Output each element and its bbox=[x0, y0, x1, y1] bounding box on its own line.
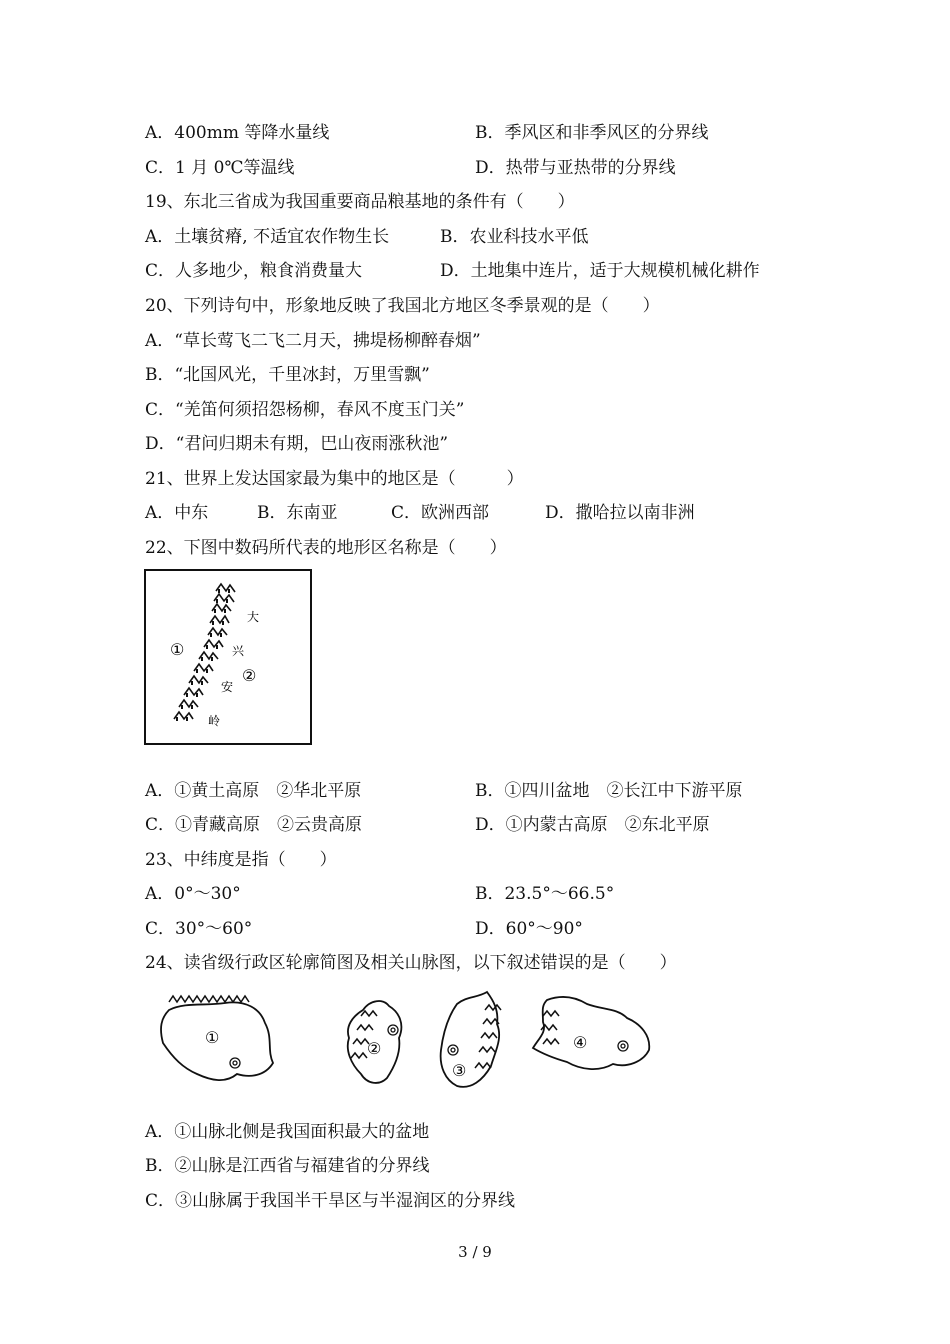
q19-option-c: C．人多地少，粮食消费量大 bbox=[145, 261, 363, 281]
province-outline-4 bbox=[533, 997, 649, 1069]
q22-map-figure bbox=[144, 569, 312, 745]
q22-stem: 22、下图中数码所代表的地形区名称是（ ） bbox=[145, 538, 507, 558]
q19-option-d: D．土地集中连片，适于大规模机械化耕作 bbox=[440, 261, 760, 281]
q18-option-d: D．热带与亚热带的分界线 bbox=[475, 158, 676, 178]
q20-stem: 20、下列诗句中，形象地反映了我国北方地区冬季景观的是（ ） bbox=[145, 296, 660, 316]
q19-option-a: A．土壤贫瘠, 不适宜农作物生长 bbox=[145, 227, 390, 247]
q23-option-d: D．60°～90° bbox=[475, 919, 583, 939]
q22-option-a: A．①黄土高原 ②华北平原 bbox=[145, 781, 362, 801]
q20-option-c: C．“羌笛何须招怨杨柳，春风不度玉门关” bbox=[145, 400, 465, 420]
q24-option-a: A．①山脉北侧是我国面积最大的盆地 bbox=[145, 1122, 430, 1142]
q22-option-c: C．①青藏高原 ②云贵高原 bbox=[145, 815, 363, 835]
q19-stem: 19、东北三省成为我国重要商品粮基地的条件有（ ） bbox=[145, 192, 575, 212]
range-name-char: 安 bbox=[221, 680, 234, 694]
q24-province-maps bbox=[155, 988, 665, 1098]
range-name-char: 岭 bbox=[208, 714, 221, 728]
q21-option-c: C．欧洲西部 bbox=[391, 503, 490, 523]
q23-option-b: B．23.5°～66.5° bbox=[475, 884, 615, 904]
region-label-1: ① bbox=[170, 640, 185, 659]
map-label-3: ③ bbox=[452, 1061, 467, 1080]
q19-options-ab bbox=[145, 226, 589, 248]
q24-option-c: C．③山脉属于我国半干旱区与半湿润区的分界线 bbox=[145, 1191, 516, 1211]
mountain-symbols bbox=[169, 996, 559, 1068]
q19-options-cd bbox=[145, 260, 760, 282]
q18-option-a: A．400mm 等降水量线 bbox=[145, 123, 330, 143]
daxinganling-map bbox=[144, 569, 312, 745]
q18-option-c: C．1 月 0℃等温线 bbox=[145, 158, 295, 178]
range-name-char: 大 bbox=[247, 610, 260, 624]
q20-option-b: B．“北国风光，千里冰封，万里雪飘” bbox=[145, 365, 430, 385]
map-label-4: ④ bbox=[573, 1033, 588, 1052]
q21-options bbox=[145, 502, 695, 524]
q23-option-a: A．0°～30° bbox=[145, 884, 241, 904]
map-label-1: ① bbox=[205, 1028, 220, 1047]
q20-option-d: D．“君问归期未有期，巴山夜雨涨秋池” bbox=[145, 434, 449, 454]
q22-option-b: B．①四川盆地 ②长江中下游平原 bbox=[475, 781, 743, 801]
q24-option-b: B．②山脉是江西省与福建省的分界线 bbox=[145, 1156, 430, 1176]
q18-option-b: B．季风区和非季风区的分界线 bbox=[475, 123, 709, 143]
province-outlines bbox=[155, 988, 665, 1098]
q21-option-d: D．撒哈拉以南非洲 bbox=[545, 503, 695, 523]
page-number: 3 / 9 bbox=[458, 1243, 492, 1261]
map-label-2: ② bbox=[367, 1039, 382, 1058]
q21-stem: 21、世界上发达国家最为集中的地区是（ ） bbox=[145, 469, 524, 489]
q19-option-b: B．农业科技水平低 bbox=[440, 227, 589, 247]
q23-stem: 23、中纬度是指（ ） bbox=[145, 850, 337, 870]
q21-option-a: A．中东 bbox=[145, 503, 209, 523]
q21-option-b: B．东南亚 bbox=[257, 503, 338, 523]
range-name-char: 兴 bbox=[232, 644, 245, 658]
region-label-2: ② bbox=[242, 666, 257, 685]
q20-option-a: A．“草长莺飞二飞二月天，拂堤杨柳醉春烟” bbox=[145, 331, 481, 351]
q24-stem: 24、读省级行政区轮廓简图及相关山脉图，以下叙述错误的是（ ） bbox=[145, 953, 677, 973]
capital-symbols bbox=[230, 1025, 628, 1068]
q23-option-c: C．30°～60° bbox=[145, 919, 253, 939]
q22-option-d: D．①内蒙古高原 ②东北平原 bbox=[475, 815, 710, 835]
